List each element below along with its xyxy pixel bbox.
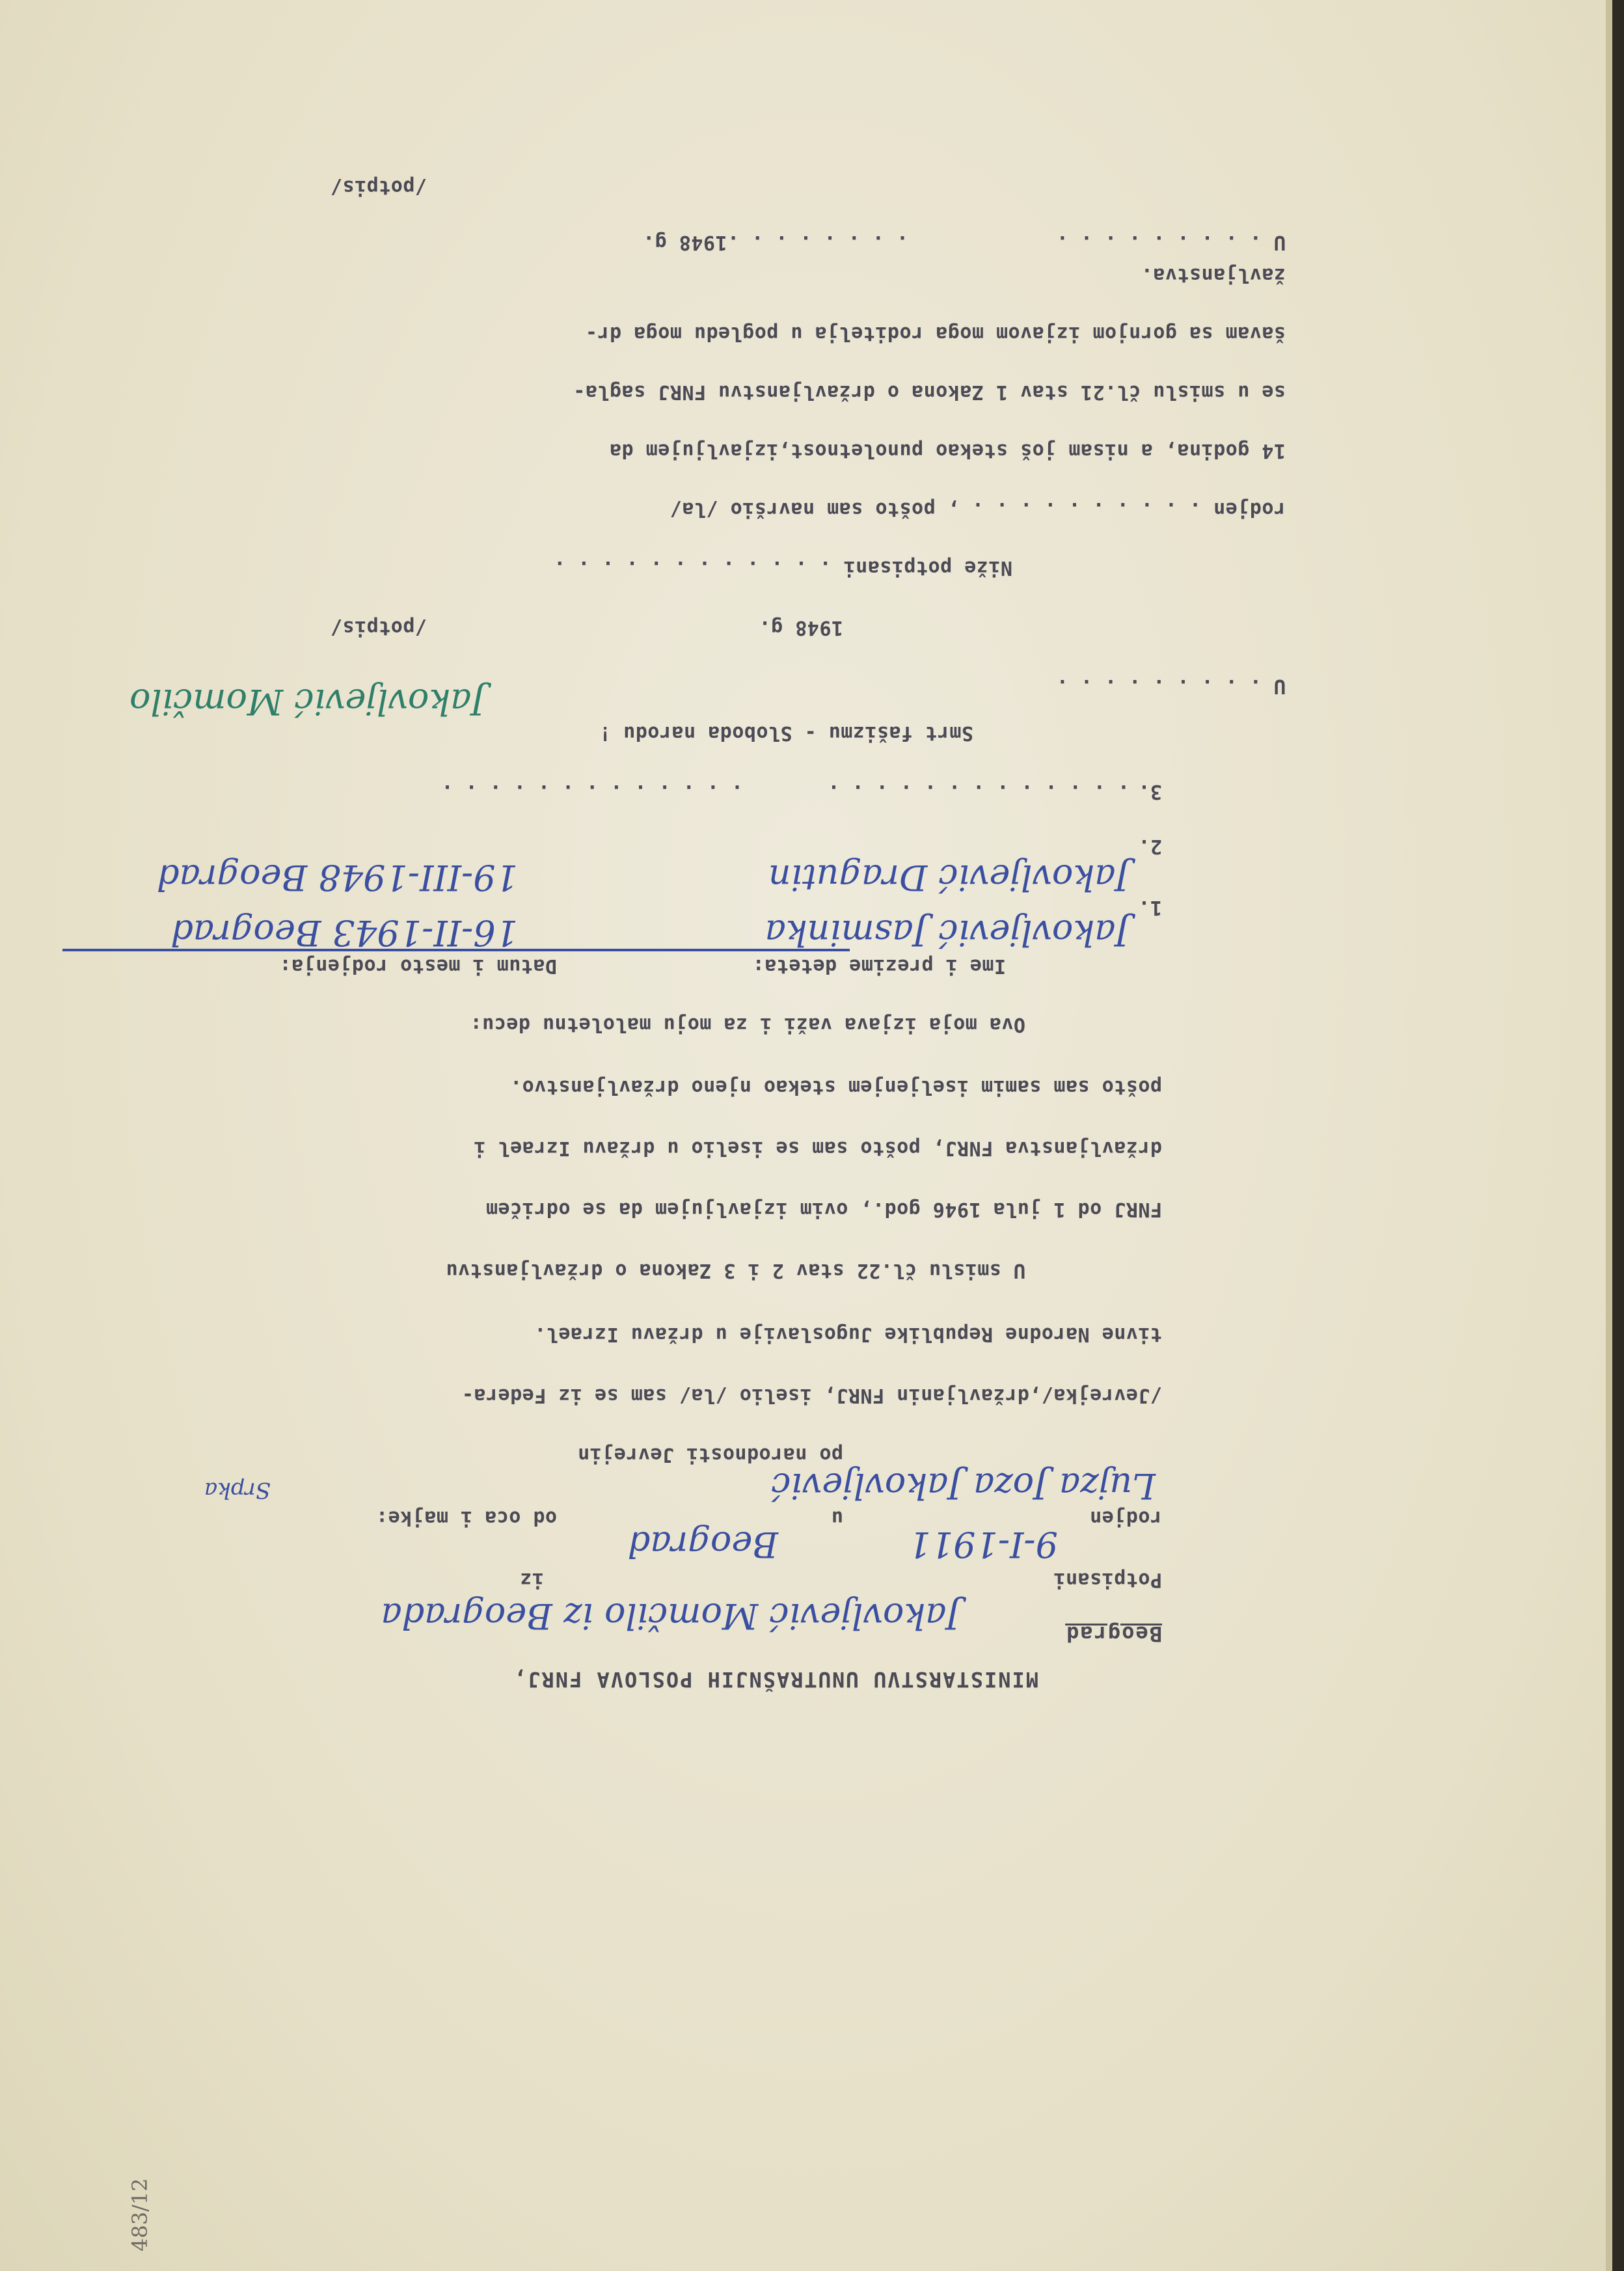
line-9: pošto sam samim iseljenjem stekao njeno državljanstvo. (509, 1076, 1162, 1098)
sig1-place: U . . . . . . . . . (1056, 675, 1286, 698)
handwritten-signature: Jakovljević Momčilo (129, 681, 485, 722)
row-1-number: 1. (1137, 896, 1162, 919)
line-6: U smislu čl.22 stav 2 i 3 Zakona o državljanstvu (446, 1259, 1025, 1282)
slogan: Smrt fašizmu - Sloboda narodu ! (599, 722, 973, 744)
p2-line-1: Niže potpisani . . . . . . . . . . . . (553, 556, 1012, 579)
line-8: državljanstva FNRJ, pošto sam se iselio u državu Izrael i (473, 1137, 1162, 1160)
line-5: tivne Narodne Republike Jugoslavije u državu Izrael. (534, 1323, 1162, 1346)
row-3-dots: . . . . . . . . . . . . . . . . . . . . . . . . . . (440, 780, 1130, 803)
col-child-name: Ime i prezime deteta: (752, 955, 1006, 977)
line-10: Ova moja izjava važi i za moju maloletnu decu: (470, 1013, 1025, 1036)
ministry-heading: MINISTARSTVU UNUTRAŠNJIH POSLOVA FNRJ, (512, 1667, 1038, 1692)
line-u: u (831, 1506, 843, 1529)
handwritten-child-2: Jakovljević Dragutin (768, 857, 1130, 898)
p2-line-5: šavam sa gornjom izjavom moga roditelja u pogledu moga dr- (585, 322, 1286, 345)
line-narodnost: po narodnosti Jevrejin (577, 1443, 843, 1466)
handwritten-child-1-date: 16-II-1943 Beograd (170, 912, 518, 953)
handwritten-parents: Lujza Joza Jakovljević (771, 1465, 1156, 1506)
handwritten-nationality: Srpka (204, 1477, 271, 1503)
sig2-year: . . . . . . . .1948 g. (642, 231, 908, 254)
handwritten-birth-place: Beograd (627, 1524, 778, 1565)
p2-line-4: se u smislu čl.21 stav 1 Zakona o državljanstvu FNRJ sagla- (573, 381, 1286, 403)
line-oca-majke: od oca i majke: (375, 1506, 557, 1529)
line-potpisani: Potpisani (1053, 1568, 1162, 1591)
sig1-year: 1948 g. (759, 616, 843, 639)
handwritten-child-1: Jakovljević Jasminka (765, 912, 1130, 953)
sig1-sign: /potpis/ (330, 616, 427, 639)
p2-line-6: žavljanstva. (1141, 264, 1286, 286)
p2-line-2: rodjen . . . . . . . . . . , pošto sam navršio /la/ (670, 498, 1286, 521)
line-rodjen: rodjen (1089, 1506, 1162, 1529)
p2-line-3: 14 godina, a nisam još stekao punoletnost,izjavljujem da (609, 439, 1286, 462)
line-7: FNRJ od 1 jula 1946 god., ovim izjavljujem da se odričem (485, 1198, 1162, 1221)
sig2-place: U . . . . . . . . . (1056, 231, 1286, 254)
line-iz: iz (519, 1568, 544, 1591)
handwritten-child-2-date: 19-III-1948 Beograd (156, 857, 518, 898)
sig2-sign: /potpis/ (330, 176, 427, 198)
row-3-number: 3. (1137, 780, 1162, 803)
handwritten-birth-date: 9-I-1911 (908, 1524, 1058, 1565)
line-4: /Jevrejka/,državljanin FNRJ, iselio /la/ sam se iz Federa- (461, 1384, 1162, 1407)
handwritten-name: Jakovljević Momčilo iz Beograda (381, 1596, 960, 1637)
city-heading: Beograd (1065, 1622, 1162, 1646)
archive-number: 483/12 (128, 2178, 152, 2251)
row-2-number: 2. (1137, 835, 1162, 858)
col-child-date: Datum i mesto rodjenja: (279, 955, 557, 977)
